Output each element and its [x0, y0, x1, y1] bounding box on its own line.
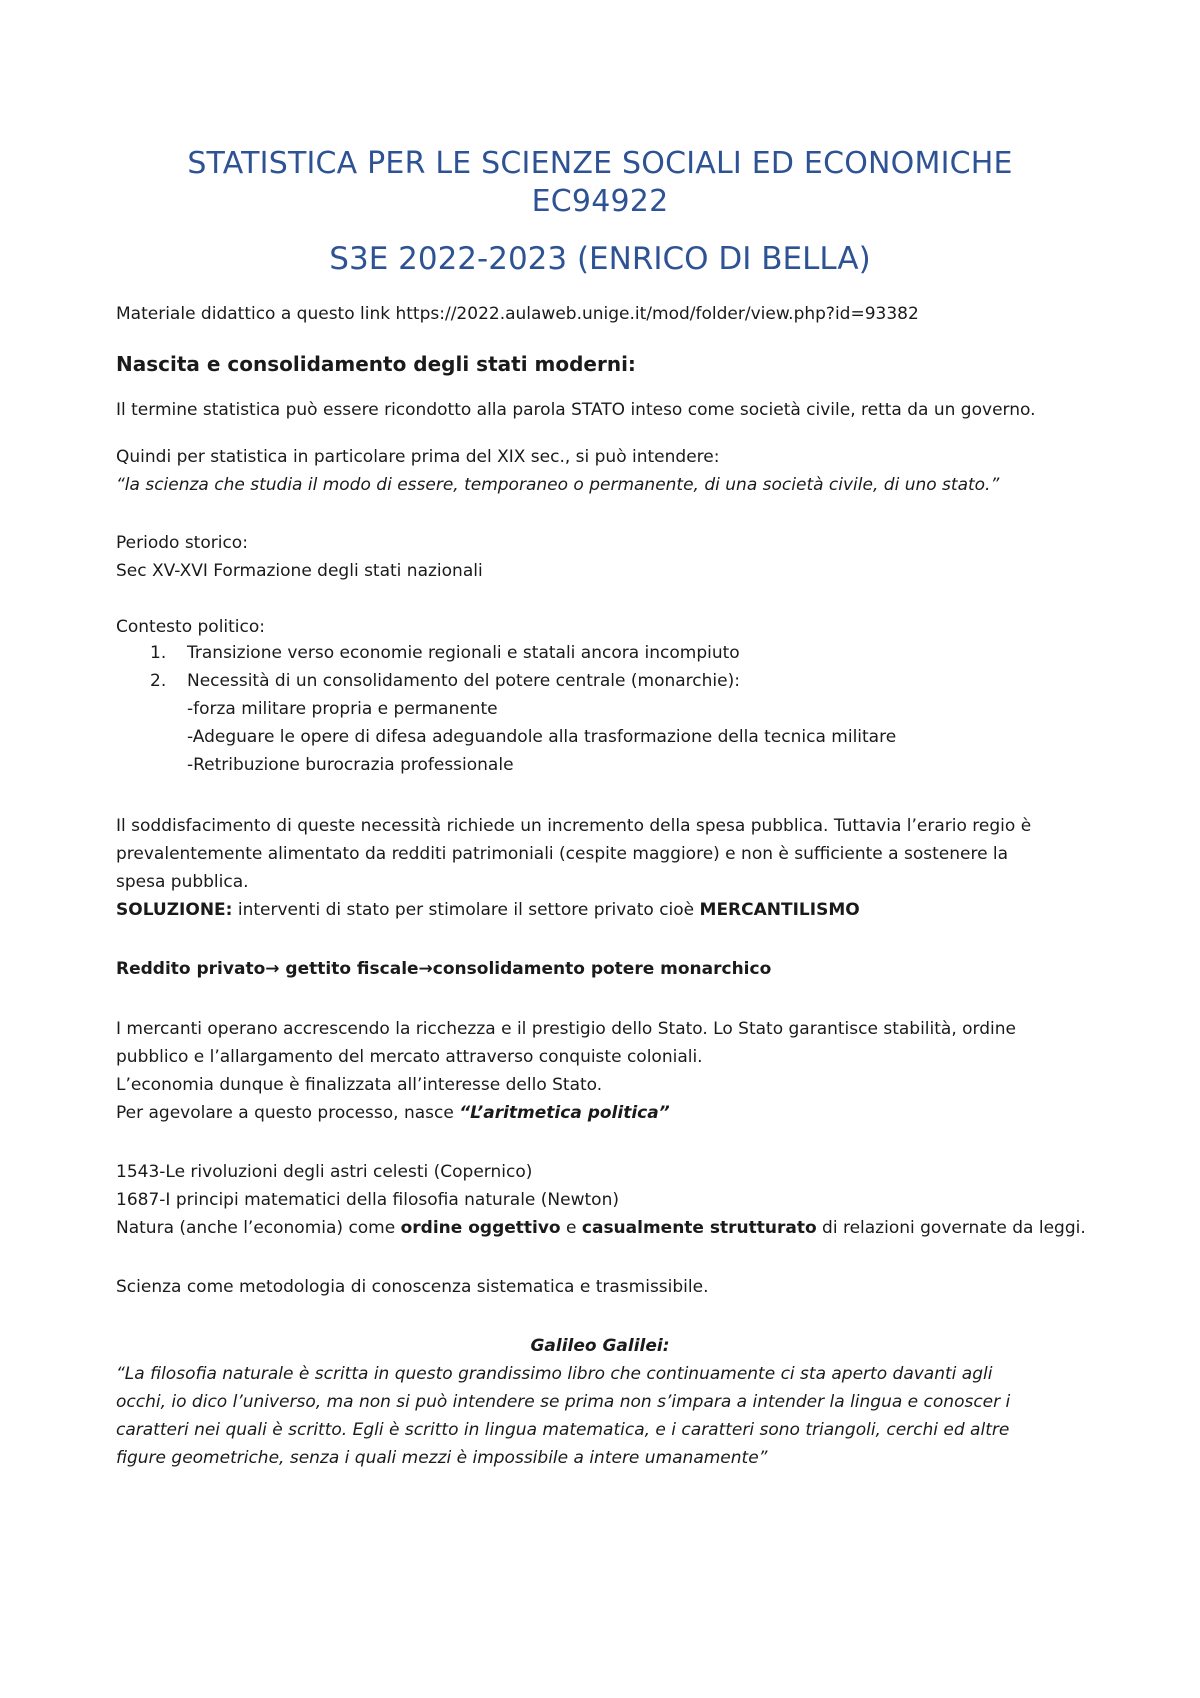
definition-quote: “la scienza che studia il modo di essere, temporaneo o permanente, di una società civile, di uno stato.” [116, 475, 1000, 495]
section-heading: Nascita e consolidamento degli stati moderni: [116, 352, 636, 376]
course-code: EC94922 [531, 184, 669, 219]
ordine-oggettivo-term: ordine oggettivo [400, 1218, 561, 1238]
periodo-text: Sec XV-XVI Formazione degli stati nazionali [116, 561, 483, 581]
arrow-right-icon: → [418, 959, 433, 979]
flow-gettito: gettito fiscale [279, 959, 419, 979]
natura-text: Natura (anche l’economia) come [116, 1218, 401, 1238]
aritmetica-intro: Per agevolare a questo processo, nasce [116, 1103, 460, 1123]
galileo-quote-line: occhi, io dico l’universo, ma non si può intendere se prima non s’impara a intender la lingua e conoscer i [116, 1392, 1011, 1412]
paragraph-quindi: Quindi per statistica in particolare prima del XIX sec., si può intendere: [116, 447, 720, 467]
document-subtitle: S3E 2022-2023 (ENRICO DI BELLA) [329, 241, 871, 277]
paragraph-line: Il soddisfacimento di queste necessità richiede un incremento della spesa pubblica. Tuttavia l’erario regio è [116, 816, 1032, 836]
galileo-quote-line: “La filosofia naturale è scritta in questo grandissimo libro che continuamente ci sta aperto davanti agli [116, 1364, 993, 1384]
list-item-number: 1. [150, 643, 167, 663]
scienza-line: Scienza come metodologia di conoscenza sistematica e trasmissibile. [116, 1277, 709, 1297]
date-newton: 1687-I principi matematici della filosofia naturale (Newton) [116, 1190, 619, 1210]
paragraph-line: pubblico e l’allargamento del mercato attraverso conquiste coloniali. [116, 1047, 703, 1067]
list-item-text: Transizione verso economie regionali e statali ancora incompiuto [187, 643, 740, 663]
sub-list-item: -forza militare propria e permanente [187, 699, 498, 719]
natura-text: e [560, 1218, 582, 1238]
soluzione-label: SOLUZIONE: [116, 900, 233, 920]
paragraph-termine: Il termine statistica può essere ricondotto alla parola STATO inteso come società civile, retta da un governo. [116, 400, 1036, 420]
paragraph-line [116, 1102, 670, 1124]
mercantilismo-term: MERCANTILISMO [699, 900, 860, 920]
galileo-label: Galileo Galilei: [530, 1336, 670, 1356]
document-title: STATISTICA PER LE SCIENZE SOCIALI ED ECONOMICHE [187, 146, 1013, 181]
flow-line [116, 958, 771, 980]
soluzione-line [116, 899, 860, 921]
galileo-quote-line: figure geometriche, senza i quali mezzi è impossibile a intere umanamente” [116, 1448, 768, 1468]
arrow-right-icon: → [265, 959, 280, 979]
date-copernico: 1543-Le rivoluzioni degli astri celesti (Copernico) [116, 1162, 533, 1182]
paragraph-line: I mercanti operano accrescendo la ricchezza e il prestigio dello Stato. Lo Stato garantisce stabilità, ordine [116, 1019, 1016, 1039]
periodo-label: Periodo storico: [116, 533, 248, 553]
sub-list-item: -Retribuzione burocrazia professionale [187, 755, 514, 775]
paragraph-line: prevalentemente alimentato da redditi patrimoniali (cespite maggiore) e non è sufficiente a sostenere la [116, 844, 1009, 864]
paragraph-line: spesa pubblica. [116, 872, 249, 892]
list-item-number: 2. [150, 671, 167, 691]
soluzione-text: interventi di stato per stimolare il settore privato cioè [232, 900, 700, 920]
flow-consolidamento: consolidamento potere monarchico [432, 959, 772, 979]
natura-text: di relazioni governate da leggi. [816, 1218, 1086, 1238]
natura-line [116, 1217, 1086, 1239]
casualmente-strutturato-term: casualmente strutturato [581, 1218, 817, 1238]
galileo-quote-line: caratteri nei quali è scritto. Egli è scritto in lingua matematica, e i caratteri sono triangoli, cerchi ed altre [116, 1420, 1010, 1440]
materiale-link-line: Materiale didattico a questo link https://2022.aulaweb.unige.it/mod/folder/view.php?id=93382 [116, 304, 919, 324]
flow-reddito: Reddito privato [116, 959, 266, 979]
paragraph-line: L’economia dunque è finalizzata all’interesse dello Stato. [116, 1075, 603, 1095]
sub-list-item: -Adeguare le opere di difesa adeguandole alla trasformazione della tecnica militare [187, 727, 897, 747]
list-item-text: Necessità di un consolidamento del potere centrale (monarchie): [187, 671, 740, 691]
contesto-label: Contesto politico: [116, 617, 265, 637]
aritmetica-politica-term: “L’aritmetica politica” [459, 1103, 670, 1123]
